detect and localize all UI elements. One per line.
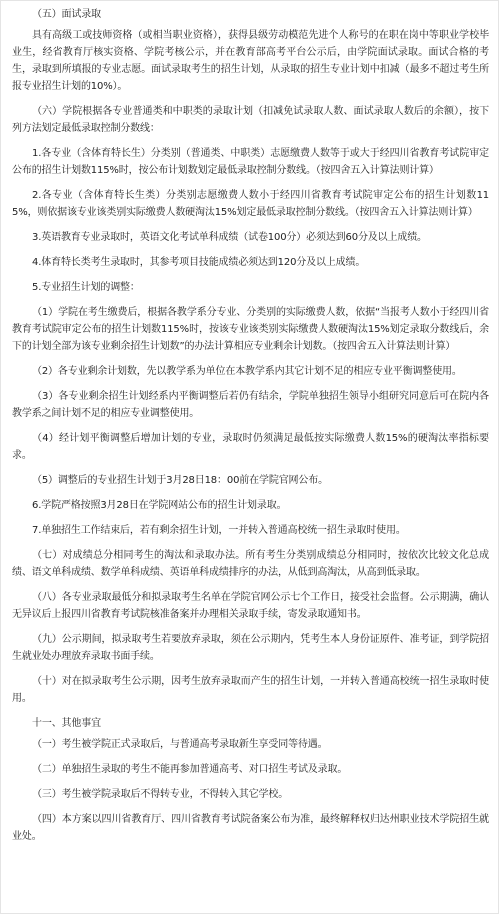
paragraph-other-2: （二）单独招生录取的考生不能再参加普通高考、对口招生考试及录取。 <box>32 764 348 775</box>
paragraph-rule-2: 2.各专业（含体育特长生类）分类别志愿缴费人数小于经四川省教育考试院审定公布的招生计划数115%，则依据该专业该类别实际缴费人数硬淘汰15%划定最低录取控制分数线。（按四舍五入计算法则计算） <box>12 190 489 218</box>
paragraph-score-line-method: （六）学院根据各专业普通类和中职类的录取计划（扣减免试录取人数、面试录取人数后的余额），按下列方法划定最低录取控制分数线： <box>12 106 489 134</box>
paragraph-rule-6: 6.学院严格按照3月28日在学院网站公布的招生计划录取。 <box>32 500 287 511</box>
paragraph-rule-1: 1.各专业（含体育特长生）分类别（普通类、中职类）志愿缴费人数等于或大于经四川省教育考试院审定公布的招生计划数115%时，按公布计划数划定最低录取控制分数线。（按四舍五入计算法则计算） <box>12 148 489 176</box>
section-heading-other-matters: 十一、其他事宜 <box>32 718 101 729</box>
paragraph-withdrawal: （九）公示期间，拟录取考生若要放弃录取，须在公示期内，凭考生本人身份证原件、准考证，到学院招生就业处办理放弃录取书面手续。 <box>12 634 489 662</box>
paragraph-withdrawn-plan: （十）对在拟录取考生公示期，因考生放弃录取而产生的招生计划，一并转入普通高校统一招生录取时使用。 <box>12 676 489 704</box>
paragraph-other-3: （三）考生被学院录取后不得转专业，不得转入其它学校。 <box>32 789 289 800</box>
paragraph-plan-adjust-5: （5）调整后的专业招生计划于3月28日18：00前在学院官网公布。 <box>32 475 328 486</box>
paragraph-plan-adjust-4: （4）经计划平衡调整后增加计划的专业，录取时仍须满足最低按实际缴费人数15%的硬淘汰率指标要求。 <box>12 433 489 461</box>
paragraph-plan-adjust-2: （2）各专业剩余计划数，先以教学系为单位在本教学系内其它计划不足的相应专业平衡调整使用。 <box>32 366 462 377</box>
paragraph-tie-breaking: （七）对成绩总分相同考生的淘汰和录取办法。所有考生分类别成绩总分相同时，按依次比较文化总成绩、语文单科成绩、数学单科成绩、英语单科成绩排序的办法，从低到高淘汰，从高到低录取。 <box>12 550 489 578</box>
section-heading-interview-admission: （五）面试录取 <box>32 9 101 20</box>
paragraph-interview-admission-rules: 具有高级工或技师资格（或相当职业资格），获得县级劳动模范先进个人称号的在职在岗中等职业学校毕业生，经省教育厅核实资格、学院考核公示，并在教育部高考平台公示后，由学院面试录取。面试合格的考生，录取到所填报的专业志愿。面试录取考生的招生计划，从录取的招生专业计划中扣减（最多不超过考生所报专业招生计划的10%）。 <box>12 30 489 92</box>
paragraph-other-1: （一）考生被学院正式录取后，与普通高考录取新生享受同等待遇。 <box>32 739 328 750</box>
paragraph-publicity: （八）各专业录取最低分和拟录取考生名单在学院官网公示七个工作日，接受社会监督。公示期满，确认无异议后上报四川省教育考试院核准备案并办理相关录取手续，寄发录取通知书。 <box>12 592 489 620</box>
paragraph-plan-adjust-1: （1）学院在考生缴费后，根据各教学系分专业、分类别的实际缴费人数，依据“当报考人数小于经四川省教育考试院审定公布的招生计划数115%时，按该专业该类别实际缴费人数硬淘汰15%划定录取分数线后，余下的计划全部为该专业剩余招生计划数”的办法计算相应专业剩余计划数。（按四舍五入计算法则计算） <box>12 307 489 352</box>
paragraph-rule-3: 3.英语教育专业录取时，英语文化考试单科成绩（试卷100分）必须达到60分及以上成绩。 <box>32 232 427 243</box>
paragraph-other-4: （四）本方案以四川省教育厅、四川省教育考试院备案公布为准，最终解释权归达州职业技术学院招生就业处。 <box>12 814 489 842</box>
paragraph-rule-4: 4.体育特长类考生录取时，其参考项目技能成绩必须达到120分及以上成绩。 <box>32 257 366 268</box>
paragraph-rule-5-heading: 5.专业招生计划的调整： <box>32 282 140 293</box>
paragraph-rule-7: 7.单独招生工作结束后，若有剩余招生计划，一并转入普通高校统一招生录取时使用。 <box>32 525 406 536</box>
paragraph-plan-adjust-3: （3）各专业剩余招生计划经系内平衡调整后若仍有结余，学院单独招生领导小组研究同意后可在院内各教学系之间计划不足的相应专业调整使用。 <box>12 391 489 419</box>
